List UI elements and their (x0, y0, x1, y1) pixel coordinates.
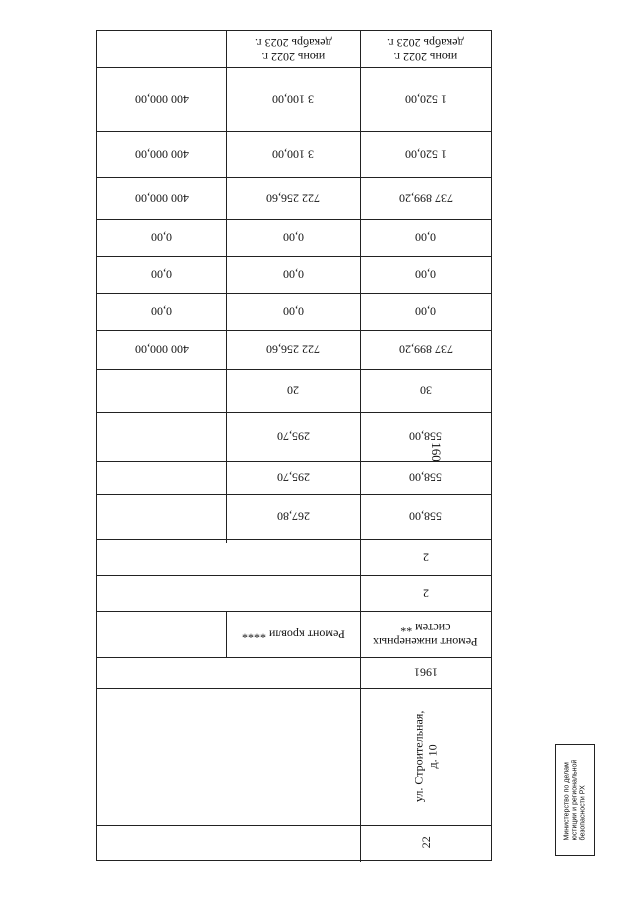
table-cell: 558,00 (409, 470, 442, 485)
table-cell: 0,00 (282, 267, 304, 282)
table-cell: 0,00 (415, 230, 436, 245)
table-cell: 295,70 (276, 429, 310, 444)
ministry-stamp: Министерство по делам юстиции и региональной безопасности РХ (555, 744, 595, 856)
table-cell: 0,00 (282, 304, 304, 319)
table-cell: 295,70 (276, 470, 310, 485)
document-table (96, 30, 492, 861)
table-cell: 722 256,60 (266, 191, 320, 206)
header-cell-period: июнь 2022 г. декабрь 2023 г. (254, 35, 332, 64)
table-cell: 1 520,00 (404, 147, 447, 162)
table-cell: 0,00 (151, 304, 172, 319)
table-cell (97, 412, 226, 461)
work-type-cell: Ремонт инженерных систем ** (373, 620, 478, 649)
table-cell (97, 494, 226, 539)
table-cell: 0,00 (415, 304, 436, 319)
table-cell (97, 461, 226, 494)
table-cell: 558,00 (409, 509, 442, 524)
table-cell: 3 100,00 (272, 147, 314, 162)
table-cell: 400 000,00 (134, 191, 189, 206)
table-cell: 400 000,00 (134, 147, 189, 162)
address-cell: ул. Строительная, д. 10 (411, 710, 440, 803)
work-type-cell: Ремонт кровли **** (241, 627, 345, 642)
table-cell: 0,00 (282, 230, 304, 245)
table-cell: 30 (419, 383, 432, 398)
table-cell: 267,80 (276, 509, 310, 524)
page-number: 160 (429, 442, 444, 462)
table-cell: 3 100,00 (272, 92, 314, 107)
table-cell: 400 000,00 (134, 92, 189, 107)
table-cell: 0,00 (151, 230, 172, 245)
floors-cell: 2 (422, 550, 429, 565)
table-cell: 0,00 (151, 267, 172, 282)
floors-cell: 2 (422, 586, 429, 601)
table-cell: 737 899,20 (398, 342, 453, 357)
table-cell: 400 000,00 (134, 342, 189, 357)
table-cell: 737 899,20 (398, 191, 453, 206)
table-cell (97, 369, 226, 412)
table-cell: 722 256,60 (266, 342, 320, 357)
header-cell-period: июнь 2022 г. декабрь 2023 г. (387, 35, 464, 64)
table-cell: 558,00 (409, 429, 442, 444)
table-cell: 0,00 (415, 267, 436, 282)
row-number-cell: 22 (418, 836, 433, 849)
year-built-cell: 1961 (413, 665, 438, 680)
table-cell: 20 (287, 383, 299, 398)
table-cell: 1 520,00 (404, 92, 447, 107)
